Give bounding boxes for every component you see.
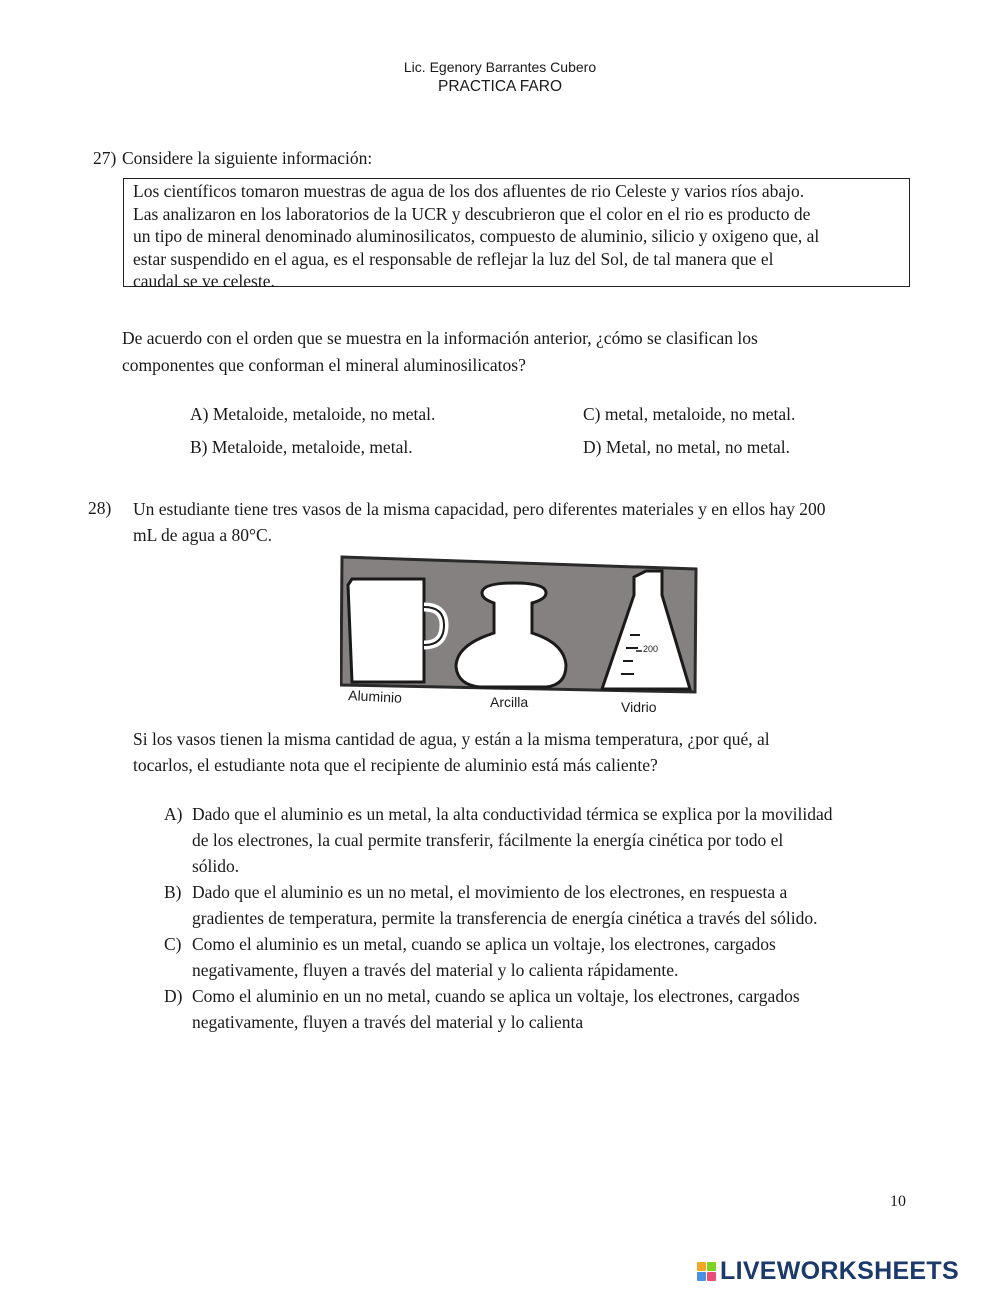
- logo-square: [697, 1272, 706, 1281]
- option-label: B): [164, 882, 182, 902]
- q27-number: 27): [93, 148, 117, 168]
- q27-box-line: Los científicos tomaron muestras de agua de los dos afluentes de rio Celeste y varios ríos abajo.: [133, 181, 805, 201]
- q27-option-d[interactable]: D) Metal, no metal, no metal.: [583, 437, 791, 457]
- logo-square: [697, 1262, 706, 1271]
- option-text-line: negativamente, fluyen a través del material y lo calienta: [192, 1012, 584, 1032]
- logo-square: [707, 1262, 716, 1271]
- page-number: 10: [890, 1193, 906, 1210]
- q27-option-b[interactable]: B) Metaloide, metaloide, metal.: [190, 437, 413, 457]
- option-text: [192, 931, 776, 983]
- option-text-line: Como el aluminio es un metal, cuando se aplica un voltaje, los electrones, cargados: [192, 934, 776, 954]
- option-text-line: negativamente, fluyen a través del material y lo calienta rápidamente.: [192, 960, 679, 980]
- option-text-line: Dado que el aluminio es un metal, la alta conductividad térmica se explica por la movilidad: [192, 804, 833, 824]
- q27-box-line: un tipo de mineral denominado aluminosilicatos, compuesto de aluminio, silicio y oxigeno que, al: [133, 226, 820, 247]
- q28-option-c[interactable]: [164, 931, 924, 983]
- option-text-line: sólido.: [192, 856, 240, 876]
- label-arcilla: Arcilla: [490, 694, 529, 710]
- lab-vessels-drawing: [340, 555, 700, 715]
- liveworksheets-logo[interactable]: [697, 1257, 959, 1286]
- header-author: Lic. Egenory Barrantes Cubero: [403, 59, 597, 75]
- option-label: A): [164, 804, 183, 824]
- option-text: [192, 801, 833, 879]
- q27-option-c[interactable]: C) metal, metaloide, no metal.: [583, 404, 796, 424]
- header-title: PRACTICA FARO: [437, 78, 563, 95]
- q27-info-box: [123, 178, 910, 292]
- q28-option-b[interactable]: [164, 879, 924, 931]
- logo-text: LIVEWORKSHEETS: [720, 1257, 959, 1285]
- q28-question-line: Si los vasos tienen la misma cantidad de agua, y están a la misma temperatura, ¿por qué, al: [133, 729, 770, 749]
- q28-option-d[interactable]: [164, 983, 924, 1035]
- q27-question: [122, 325, 758, 379]
- option-label: D): [164, 986, 183, 1006]
- q27-box-line: caudal se ve celeste.: [133, 271, 275, 292]
- option-text-line: Como el aluminio en un no metal, cuando se aplica un voltaje, los electrones, cargados: [192, 986, 800, 1006]
- q27-box-line: estar suspendido en el agua, es el responsable de reflejar la luz del Sol, de tal manera que el: [133, 248, 774, 269]
- q28-option-a[interactable]: [164, 801, 924, 879]
- option-text-line: de los electrones, la cual permite transferir, fácilmente la energía cinética por todo el: [192, 830, 784, 850]
- q27-question-line: De acuerdo con el orden que se muestra en la información anterior, ¿cómo se clasifican los: [122, 328, 758, 348]
- logo-square: [707, 1272, 716, 1281]
- q28-stem-line: mL de agua a 80°C.: [133, 525, 273, 545]
- option-text: [192, 879, 818, 931]
- q27-question-line: componentes que conforman el mineral aluminosilicatos?: [122, 355, 526, 375]
- logo-squares-icon: [697, 1262, 716, 1281]
- q27-option-a[interactable]: A) Metaloide, metaloide, no metal.: [190, 404, 436, 424]
- option-text-line: Dado que el aluminio es un no metal, el movimiento de los electrones, en respuesta a: [192, 882, 788, 902]
- lab-vessels-figure: [340, 555, 700, 715]
- label-vidrio: Vidrio: [621, 699, 657, 715]
- q28-stem: [133, 496, 825, 548]
- q27-intro: Considere la siguiente información:: [122, 148, 373, 168]
- q28-question-line: tocarlos, el estudiante nota que el recipiente de aluminio está más caliente?: [133, 755, 658, 775]
- option-text-line: gradientes de temperatura, permite la transferencia de energía cinética a través del sólido.: [192, 908, 818, 928]
- q28-question: [133, 726, 770, 778]
- q28-number: 28): [88, 498, 112, 518]
- option-label: C): [164, 934, 182, 954]
- q28-options: [164, 801, 924, 1035]
- scale-mark-label: 200: [643, 644, 659, 654]
- q27-box-line: Las analizaron en los laboratorios de la UCR y descubrieron que el color en el rio es producto de: [133, 203, 811, 224]
- q28-stem-line: Un estudiante tiene tres vasos de la misma capacidad, pero diferentes materiales y en ellos hay 200: [133, 499, 826, 519]
- label-aluminio: Aluminio: [347, 687, 403, 706]
- option-text: [192, 983, 800, 1035]
